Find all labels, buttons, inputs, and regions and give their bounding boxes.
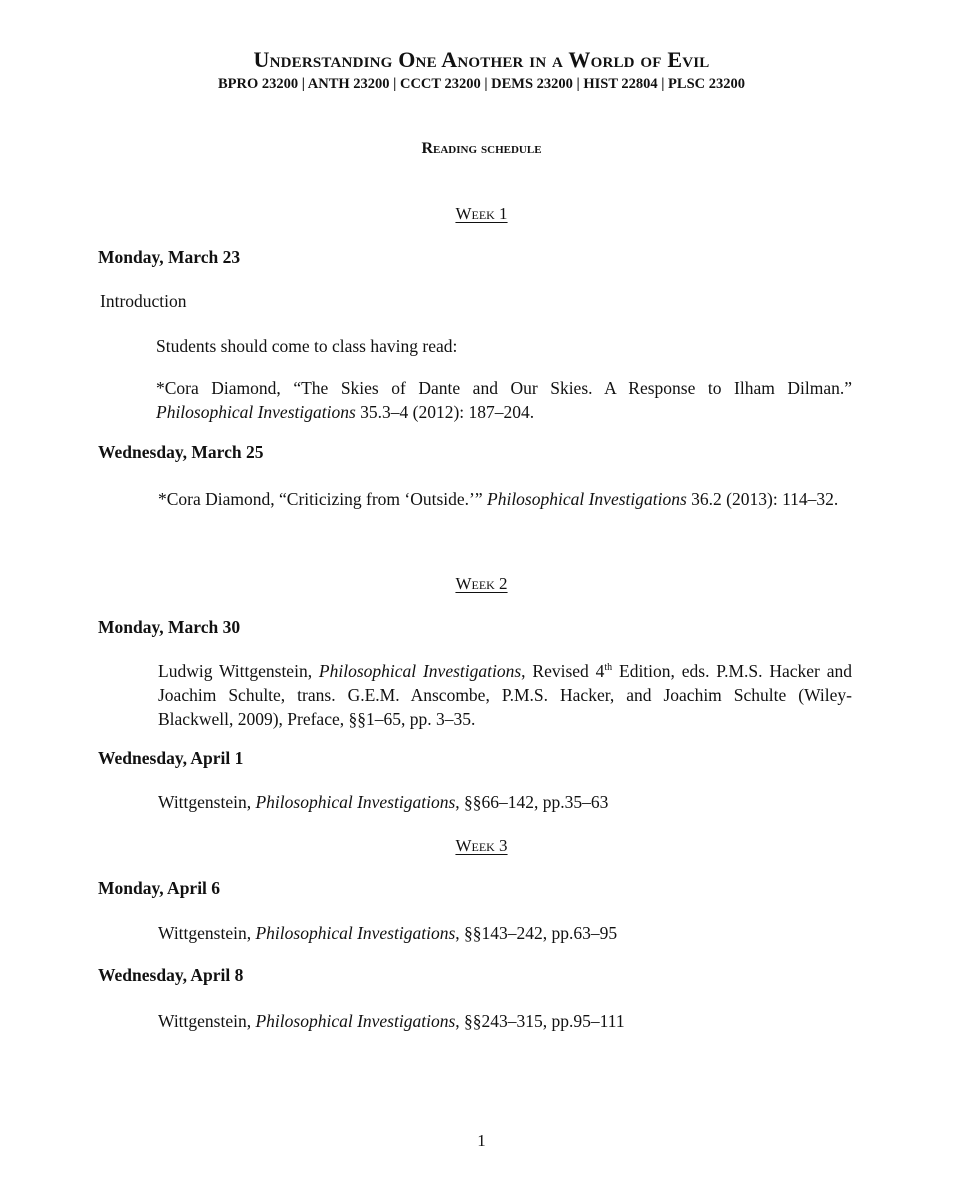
day-heading: Wednesday, April 8 <box>98 965 244 985</box>
book-title: Philosophical Investigations <box>318 661 522 681</box>
citation-author: Wittgenstein, <box>158 923 256 943</box>
reading-line: Joachim Schulte, trans. G.E.M. Anscombe, P.M.S. Hacker, and Joachim Schulte (Wiley- <box>158 685 852 705</box>
reading-line <box>158 661 852 682</box>
reading-line <box>158 792 608 813</box>
journal-title: Philosophical Investigations <box>156 402 356 422</box>
citation-author: Wittgenstein, <box>158 1011 256 1031</box>
week-1-heading: Week 1 <box>455 204 508 223</box>
citation-author: Ludwig Wittgenstein, <box>158 661 319 681</box>
course-title: Understanding One Another in a World of Evil <box>253 47 710 72</box>
schedule-heading: Reading schedule <box>421 140 542 157</box>
week-2-heading: Week 2 <box>455 574 508 593</box>
citation-author: Wittgenstein, <box>158 792 256 812</box>
day-heading: Monday, April 6 <box>98 878 221 898</box>
day-heading: Wednesday, April 1 <box>98 748 244 768</box>
citation-editors: Edition, eds. P.M.S. Hacker and <box>612 661 852 681</box>
journal-title: Philosophical Investigations <box>487 489 687 509</box>
note-text: Students should come to class having read: <box>156 336 458 356</box>
citation-edition: , Revised 4 <box>521 661 605 681</box>
reading-line: *Cora Diamond, “The Skies of Dante and Our Skies. A Response to Ilham Dilman.” <box>156 378 852 398</box>
book-title: Philosophical Investigations <box>255 1011 456 1031</box>
reading-line: Blackwell, 2009), Preface, §§1–65, pp. 3–35. <box>158 709 476 729</box>
day-heading: Monday, March 30 <box>98 617 241 637</box>
topic-text: Introduction <box>100 291 187 311</box>
reading-line <box>158 489 838 510</box>
citation-details: , §§143–242, pp.63–95 <box>455 923 618 943</box>
day-heading: Wednesday, March 25 <box>98 442 264 462</box>
week-3-heading: Week 3 <box>455 836 508 855</box>
ordinal-suffix: th <box>604 662 613 674</box>
reading-line <box>156 402 534 423</box>
book-title: Philosophical Investigations <box>255 923 456 943</box>
citation-author: *Cora Diamond, “Criticizing from ‘Outside.’” <box>158 489 488 509</box>
citation-details: 35.3–4 (2012): 187–204. <box>355 402 535 422</box>
citation-details: , §§243–315, pp.95–111 <box>455 1011 625 1031</box>
reading-line <box>158 923 617 944</box>
course-codes: BPRO 23200 | ANTH 23200 | CCCT 23200 | DEMS 23200 | HIST 22804 | PLSC 23200 <box>217 76 745 92</box>
reading-line <box>158 1011 625 1032</box>
day-heading: Monday, March 23 <box>98 247 241 267</box>
book-title: Philosophical Investigations <box>255 792 456 812</box>
citation-details: 36.2 (2013): 114–32. <box>686 489 839 509</box>
page-number: 1 <box>477 1131 486 1150</box>
citation-details: , §§66–142, pp.35–63 <box>455 792 609 812</box>
